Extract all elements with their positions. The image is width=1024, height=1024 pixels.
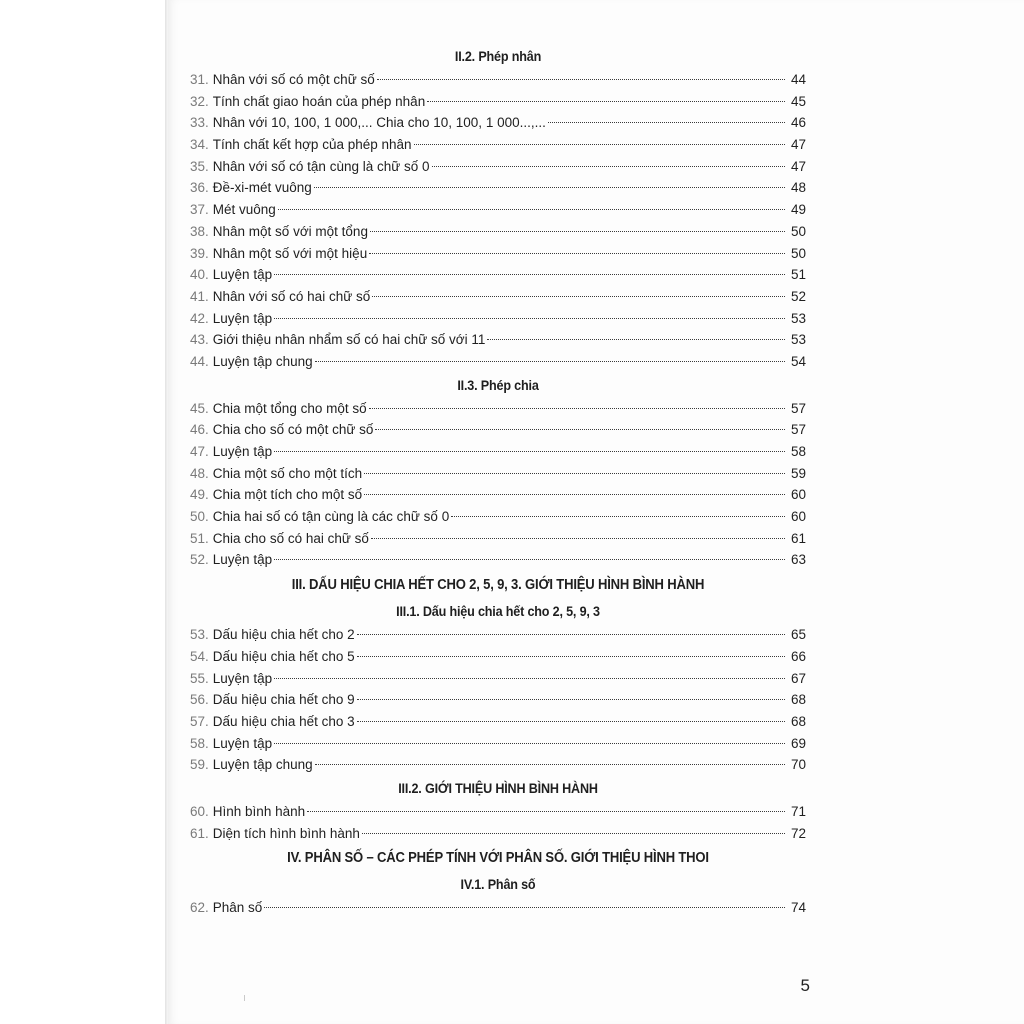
entry-number: 57. [190,713,209,729]
entry-title: Giới thiệu nhân nhẩm số có hai chữ số với 11 [212,332,486,348]
toc-entry [190,243,806,265]
entry-title: Luyện tập [212,310,273,326]
entry-number: 62. [190,900,209,916]
toc-entry [190,463,806,485]
entry-title: Chia một số cho một tích [212,465,363,481]
entry-number: 53. [190,627,209,643]
entry-number: 56. [190,692,209,708]
toc-entry [190,754,806,776]
dot-leader [371,538,785,539]
entry-page-number: 50 [790,223,806,239]
entry-page-number: 47 [790,158,806,174]
entry-title: Phân số [212,900,263,916]
entry-number: 43. [190,332,209,348]
entry-title: Luyện tập chung [212,353,313,369]
entry-page-number: 51 [790,267,806,283]
dot-leader [427,101,785,102]
dot-leader [370,231,785,232]
entry-title: Nhân với số có tận cùng là chữ số 0 [212,158,430,174]
entry-number: 34. [190,137,209,153]
entry-page-number: 71 [790,803,806,819]
entry-title: Luyện tập chung [212,757,313,773]
dot-leader [364,494,785,495]
entry-page-number: 49 [790,202,806,218]
entry-page-number: 69 [790,735,806,751]
toc-entry [190,156,806,178]
toc-entry [190,733,806,755]
dot-leader [369,253,785,254]
dot-leader [487,339,785,340]
dot-leader [274,678,785,679]
toc-entry [190,801,806,823]
dot-leader [357,656,785,657]
dot-leader [372,296,785,297]
dot-leader [548,122,785,123]
toc-entry [190,646,806,668]
toc-entry [190,624,806,646]
toc-entry [190,711,806,733]
dot-leader [278,209,785,210]
dot-leader [314,187,785,188]
dot-leader [307,811,785,812]
entry-page-number: 68 [790,713,806,729]
toc-entry [190,823,806,845]
entry-number: 35. [190,158,209,174]
toc-entry [190,91,806,113]
entry-number: 40. [190,267,209,283]
entry-number: 49. [190,487,209,503]
section-heading: III.2. GIỚI THIỆU HÌNH BÌNH HÀNH [398,779,598,796]
section-heading: IV.1. Phân số [460,876,536,893]
entry-number: 44. [190,353,209,369]
entry-number: 55. [190,670,209,686]
page-edge-shadow [165,0,168,1024]
toc-entry [190,689,806,711]
entry-number: 61. [190,825,209,841]
dot-leader [357,721,785,722]
toc-entry [190,264,806,286]
entry-title: Luyện tập [212,670,273,686]
entry-title: Dấu hiệu chia hết cho 2 [212,627,355,643]
entry-page-number: 48 [790,180,806,196]
dot-leader [364,473,785,474]
entry-title: Chia một tích cho một số [212,487,363,503]
chapter-heading: IV. PHÂN SỐ – CÁC PHÉP TÍNH VỚI PHÂN SỐ. GIỚI THIỆU HÌNH THOI [287,850,709,867]
dot-leader [432,166,785,167]
entry-title: Dấu hiệu chia hết cho 9 [212,692,355,708]
entry-page-number: 58 [790,444,806,459]
toc-entry [190,506,806,528]
entry-number: 36. [190,180,209,196]
toc-entry [190,668,806,690]
entry-number: 31. [190,72,209,87]
entry-number: 52. [190,552,209,568]
entry-page-number: 70 [790,757,806,773]
entry-number: 45. [190,400,209,416]
toc-entry [190,177,806,199]
toc-entry [190,351,806,373]
toc-entry [190,398,806,420]
dot-leader [362,833,785,834]
entry-title: Nhân một số với một hiệu [212,245,368,261]
toc-entry [190,308,806,330]
entry-page-number: 59 [790,465,806,481]
entry-title: Chia một tổng cho một số [212,400,367,416]
entry-number: 38. [190,223,209,239]
entry-number: 33. [190,115,209,131]
toc-entry [190,441,806,463]
entry-number: 59. [190,757,209,773]
entry-page-number: 57 [790,422,806,438]
toc-entry [190,221,806,243]
entry-title: Đề-xi-mét vuông [212,180,312,196]
toc-entry [190,69,806,91]
entry-number: 41. [190,288,209,304]
dot-leader [357,699,785,700]
entry-title: Dấu hiệu chia hết cho 3 [212,713,355,729]
entry-title: Nhân với số có một chữ số [212,72,375,87]
section-heading: III.1. Dấu hiệu chia hết cho 2, 5, 9, 3 [396,603,600,620]
dot-leader [375,429,785,430]
entry-number: 46. [190,422,209,438]
dot-leader [274,743,785,744]
entry-number: 60. [190,803,209,819]
entry-page-number: 53 [790,310,806,326]
entry-page-number: 63 [790,552,806,568]
entry-title: Chia cho số có một chữ số [212,422,374,438]
entry-page-number: 72 [790,825,806,841]
entry-number: 48. [190,465,209,481]
toc-entry [190,484,806,506]
entry-page-number: 46 [790,115,806,131]
entry-number: 37. [190,202,209,218]
entry-number: 42. [190,310,209,326]
entry-number: 32. [190,93,209,109]
dot-leader [357,634,785,635]
entry-title: Tính chất giao hoán của phép nhân [212,93,426,109]
dot-leader [369,408,785,409]
entry-title: Nhân với số có hai chữ số [212,288,371,304]
entry-page-number: 66 [790,648,806,664]
entry-title: Chia cho số có hai chữ số [212,530,369,546]
entry-number: 51. [190,530,209,546]
toc-entry [190,549,806,571]
dot-leader [274,559,785,560]
toc-entry [190,112,806,134]
dot-leader [264,907,785,908]
entry-page-number: 60 [790,487,806,503]
page-number: 5 [800,976,810,995]
entry-title: Mét vuông [212,202,276,218]
dot-leader [377,79,785,80]
entry-number: 50. [190,509,209,525]
entry-title: Luyện tập [212,444,273,459]
entry-title: Tính chất kết hợp của phép nhân [212,137,412,153]
entry-number: 54. [190,648,209,664]
paper-speck [244,995,245,1001]
entry-number: 47. [190,444,209,459]
entry-title: Luyện tập [212,267,273,283]
dot-leader [315,361,785,362]
entry-title: Diện tích hình bình hành [212,825,360,841]
entry-page-number: 68 [790,692,806,708]
table-of-contents [190,44,806,919]
toc-entry [190,199,806,221]
entry-page-number: 47 [790,137,806,153]
toc-entry [190,134,806,156]
entry-title: Nhân một số với một tổng [212,223,368,239]
entry-number: 58. [190,735,209,751]
chapter-heading: III. DẤU HIỆU CHIA HẾT CHO 2, 5, 9, 3. GIỚI THIỆU HÌNH BÌNH HÀNH [291,577,705,594]
entry-page-number: 44 [790,72,806,87]
entry-page-number: 50 [790,245,806,261]
dot-leader [274,274,785,275]
entry-page-number: 53 [790,332,806,348]
dot-leader [315,764,785,765]
entry-page-number: 74 [790,900,806,916]
entry-title: Hình bình hành [212,803,306,819]
toc-entry [190,329,806,351]
entry-title: Dấu hiệu chia hết cho 5 [212,648,355,664]
entry-title: Luyện tập [212,552,273,568]
entry-page-number: 54 [790,353,806,369]
entry-page-number: 45 [790,93,806,109]
toc-entry [190,419,806,441]
entry-page-number: 57 [790,400,806,416]
entry-page-number: 65 [790,627,806,643]
section-heading: II.3. Phép chia [457,376,539,393]
entry-page-number: 60 [790,509,806,525]
entry-title: Luyện tập [212,735,273,751]
entry-page-number: 61 [790,530,806,546]
entry-page-number: 52 [790,288,806,304]
toc-entry [190,528,806,550]
dot-leader [414,144,785,145]
entry-title: Chia hai số có tận cùng là các chữ số 0 [212,509,450,525]
entry-title: Nhân với 10, 100, 1 000,... Chia cho 10, 100, 1 000...,... [212,115,546,131]
entry-page-number: 67 [790,670,806,686]
toc-entry [190,286,806,308]
dot-leader [274,451,785,452]
entry-number: 39. [190,245,209,261]
section-heading: II.2. Phép nhân [454,48,542,64]
dot-leader [274,318,785,319]
dot-leader [451,516,785,517]
toc-entry [190,897,806,919]
